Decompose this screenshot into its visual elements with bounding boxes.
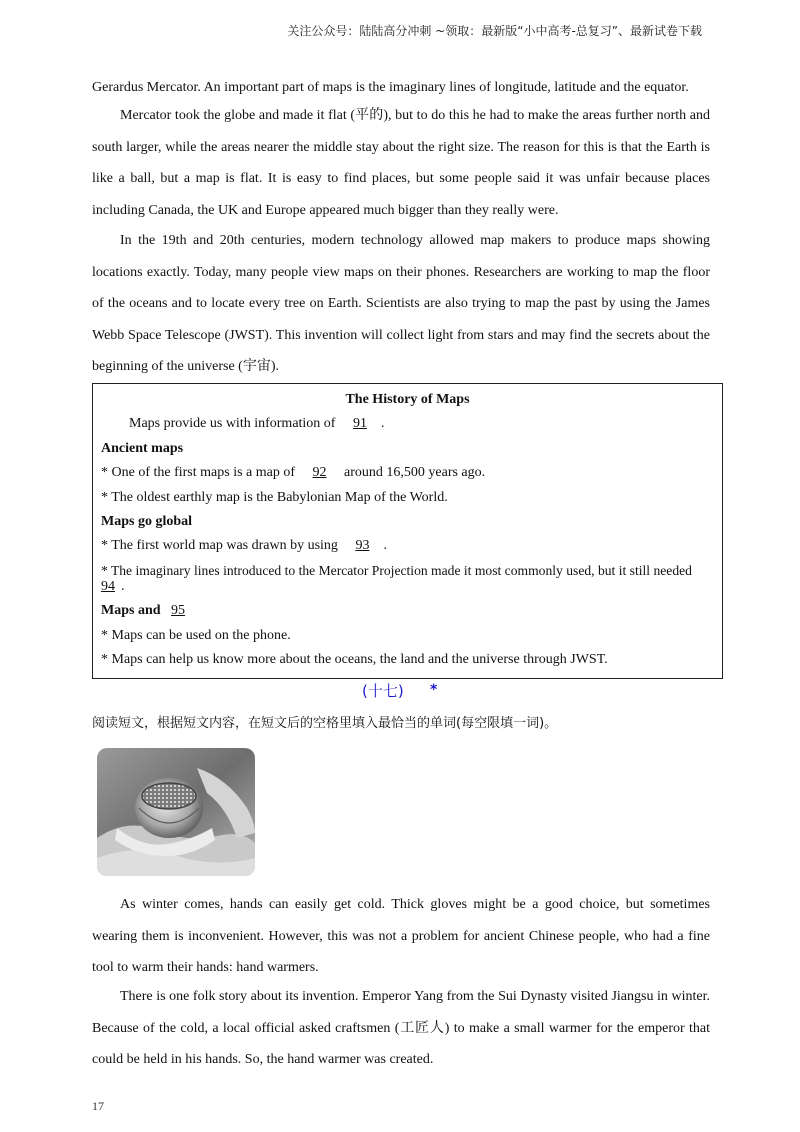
heading-maps-and-text: Maps and bbox=[101, 603, 161, 618]
ancient-item-1-end: around 16,500 years ago. bbox=[344, 465, 486, 480]
hand-warmer-image bbox=[97, 748, 255, 876]
global-item-2-end: . bbox=[121, 579, 125, 594]
passage2-paragraph-2: There is one folk story about its invention. Emperor Yang from the Sui Dynasty visited Jiangsu in winter. Because of the cold, a local official asked craftsmen (工匠人) to make a small warmer for the emperor that could be held in his hands. So, the hand warmer was created. bbox=[92, 989, 710, 1067]
and-item-2: * Maps can help us know more about the oceans, the land and the universe through JWST. bbox=[101, 652, 608, 667]
summary-intro-end: . bbox=[380, 416, 385, 431]
heading-ancient-maps: Ancient maps bbox=[101, 441, 184, 456]
summary-intro-text: Maps provide us with information of bbox=[129, 416, 336, 431]
passage-paragraph-1: Mercator took the globe and made it flat (平的), but to do this he had to make the areas further north and south larger, while the areas nearer the middle stay about the right size. The reason for this is that the Earth is like a ball, but a map is flat. It is easy to find places, but some people said it was unfair because places including Canada, the UK and Europe appeared much bigger than they really were. bbox=[92, 108, 710, 218]
blank-94[interactable]: 94 bbox=[101, 579, 115, 594]
passage-paragraph-2: In the 19th and 20th centuries, modern technology allowed map makers to produce maps showing locations exactly. Today, many people view maps on their phones. Researchers are working to map the floor of the oceans and to locate every tree on Earth. Scientists are also trying to map the past by using the James Webb Space Telescope (JWST). This invention will collect light from stars and may find the secrets about the beginning of the universe (宇宙). bbox=[92, 233, 710, 374]
ancient-item-1-text: * One of the first maps is a map of bbox=[101, 465, 296, 480]
passage-paragraph-0: Gerardus Mercator. An important part of maps is the imaginary lines of longitude, latitude and the equator. bbox=[92, 80, 689, 95]
summary-title: The History of Maps bbox=[345, 392, 470, 407]
passage2-paragraph-1: As winter comes, hands can easily get cold. Thick gloves might be a good choice, but sometimes wearing them is inconvenient. However, this was not a problem for ancient Chinese people, who had a fine tool to warm their hands: hand warmers. bbox=[92, 897, 710, 975]
blank-91[interactable]: 91 bbox=[352, 416, 367, 431]
global-item-2: * The imaginary lines introduced to the Mercator Projection made it most commonly used, but it still needed bbox=[101, 563, 692, 578]
heading-maps-and bbox=[101, 602, 714, 620]
heading-maps-go-global: Maps go global bbox=[101, 514, 193, 529]
global-item-1-end: . bbox=[383, 538, 387, 553]
global-item-1 bbox=[101, 537, 714, 555]
section-instruction: 阅读短文，根据短文内容，在短文后的空格里填入最恰当的单词(每空限填一词)。 bbox=[92, 716, 558, 731]
blank-93[interactable]: 93 bbox=[355, 538, 370, 553]
summary-intro bbox=[129, 415, 714, 433]
star-mark: * bbox=[430, 682, 438, 698]
global-item-2-cont bbox=[101, 578, 714, 596]
page-number: 17 bbox=[92, 1099, 104, 1113]
hand-warmer-photo bbox=[97, 748, 255, 876]
and-item-1: * Maps can be used on the phone. bbox=[101, 628, 291, 643]
global-item-1-text: * The first world map was drawn by using bbox=[101, 538, 338, 553]
summary-table bbox=[92, 383, 723, 679]
section-number: (十七) bbox=[362, 682, 404, 700]
blank-92[interactable]: 92 bbox=[312, 465, 327, 480]
ancient-item-1 bbox=[101, 464, 714, 482]
blank-95[interactable]: 95 bbox=[171, 603, 186, 618]
page-header: 关注公众号：陆陆高分冲刺 ~领取：最新版“小中高考-总复习”、最新试卷下载 bbox=[287, 24, 702, 38]
ancient-item-2: * The oldest earthly map is the Babylonian Map of the World. bbox=[101, 490, 448, 505]
